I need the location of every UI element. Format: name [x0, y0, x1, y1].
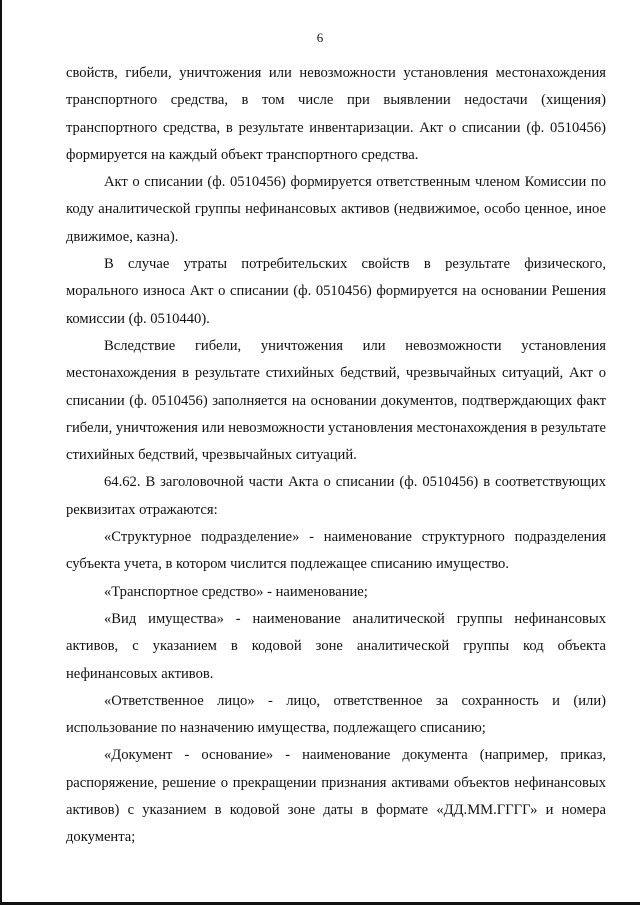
paragraph-vehicle: «Транспортное средство» - наименование;	[104, 583, 368, 600]
paragraph-responsible-person: «Ответственное лицо» - лицо, ответственное за сохранность и (или) использование по назначению имущества, подлежащего списанию;	[66, 692, 606, 737]
scan-left-edge	[0, 0, 2, 905]
paragraph-basis-document: «Документ - основание» - наименование документа (например, приказ, распоряжение, решение о прекращении признания активами объектов нефинансовых активов) с указанием в кодовой зоне даты в формате «ДД.ММ.ГГГГ» и номера документа;	[66, 747, 606, 846]
paragraph-loss-of-properties: В случае утраты потребительских свойств в результате физического, морального износа Акт о списании (ф. 0510456) формируется на основании Решения комиссии (ф. 0510440).	[66, 256, 606, 327]
paragraph-disasters: Вследствие гибели, уничтожения или невозможности установления местонахождения в результате стихийных бедствий, чрезвычайных ситуаций, Акт о списании (ф. 0510456) заполняется на основании документов, подтверждающих факт гибели, уничтожения или невозможности установления местонахождения в результате стихийных бедствий, чрезвычайных ситуаций.	[66, 337, 606, 464]
page-number: 6	[316, 30, 324, 45]
paragraph-structural-unit: «Структурное подразделение» - наименование структурного подразделения субъекта учета, в котором числится подлежащее списанию имущество.	[66, 529, 606, 573]
document-body	[66, 60, 606, 852]
paragraph-continuation: свойств, гибели, уничтожения или невозможности установления местонахождения транспортного средства, в том числе при выявлении недостачи (хищения) транспортного средства, в результате инвентаризации. Акт о списании (ф. 0510456) формируется на каждый объект транспортного средства.	[66, 65, 606, 163]
paragraph-64-62: 64.62. В заголовочной части Акта о списании (ф. 0510456) в соответствующих реквизитах отражаются:	[66, 474, 606, 518]
paragraph-asset-type: «Вид имущества» - наименование аналитической группы нефинансовых активов, с указанием в кодовой зоне аналитической группы код объекта нефинансовых активов.	[66, 610, 606, 682]
paragraph-commission: Акт о списании (ф. 0510456) формируется ответственным членом Комиссии по коду аналитической группы нефинансовых активов (недвижимое, особо ценное, иное движимое, казна).	[66, 174, 606, 245]
